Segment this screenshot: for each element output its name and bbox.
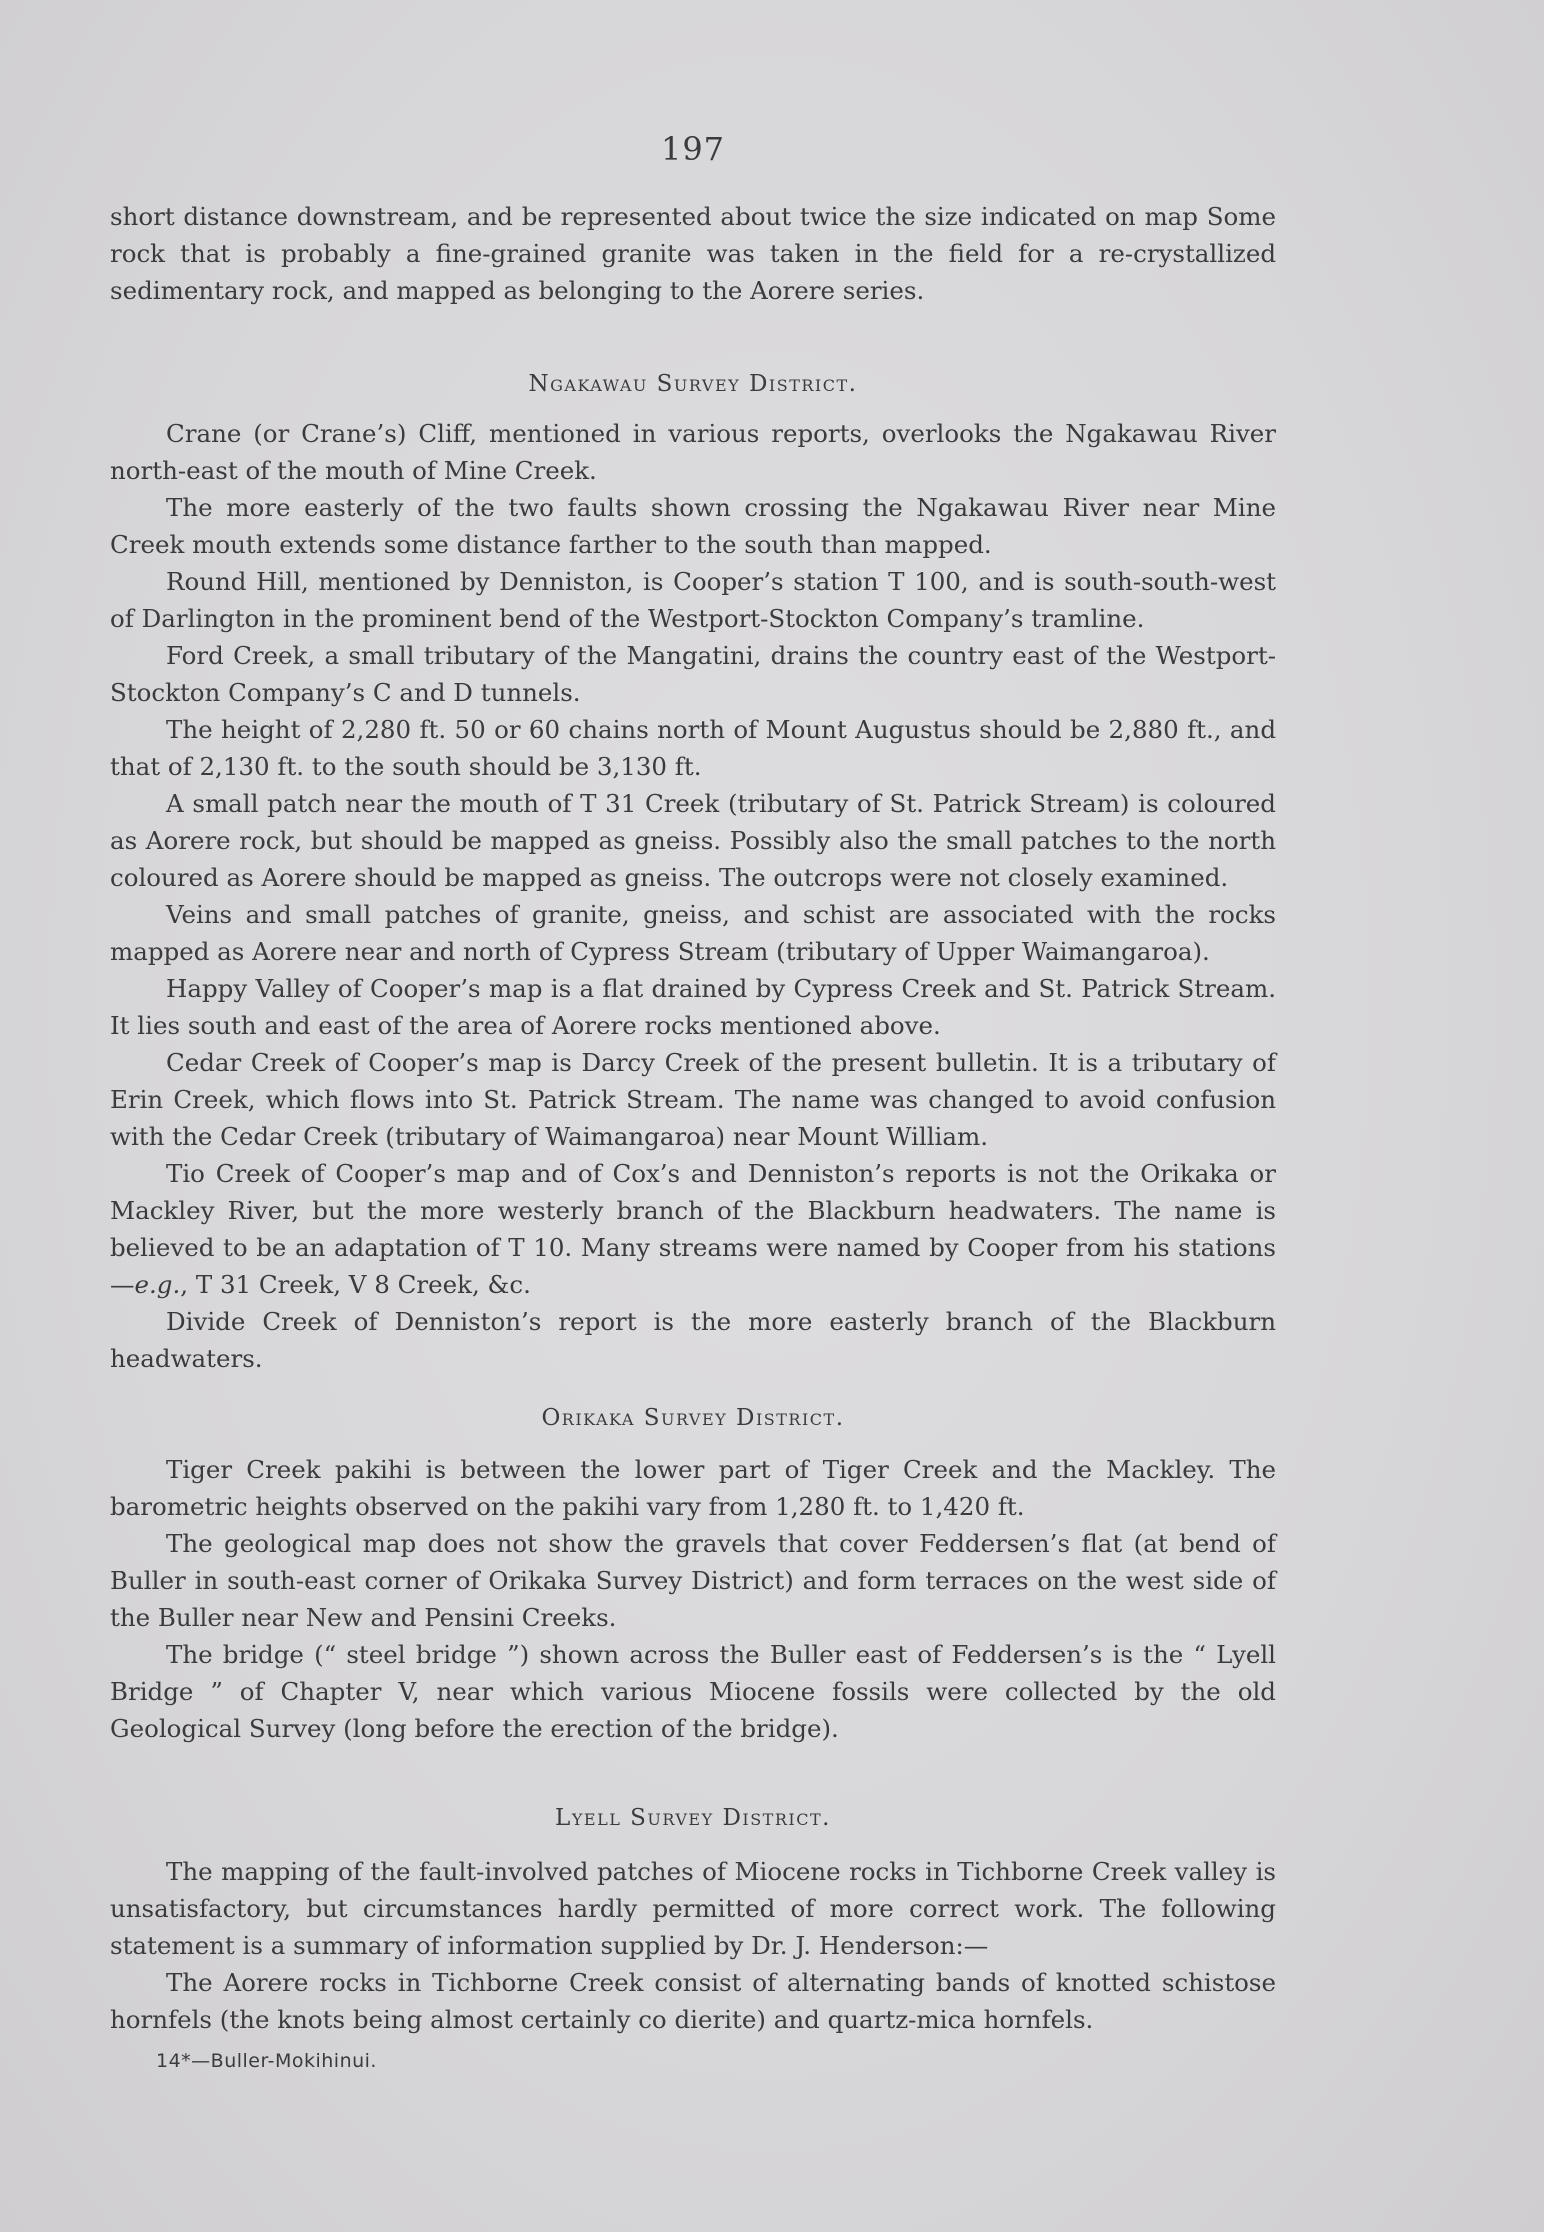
- heading-orikaka-survey-district: Orikaka Survey District.: [541, 1405, 845, 1431]
- heading-lyell-survey-district: Lyell Survey District.: [555, 1805, 831, 1831]
- paragraph-cedar-creek: Cedar Creek of Cooper’s map is Darcy Creek of the present bulletin. It is a tributary of Erin Creek, which flows into St. Patrick Stream. The name was changed to avoid confusion with the Cedar Creek (tributary of Waimangaroa) near Mount William.: [110, 1048, 1276, 1151]
- paragraph-divide-creek: Divide Creek of Denniston’s report is the more easterly branch of the Blackburn headwaters.: [110, 1307, 1276, 1373]
- paragraph-aorere-rocks: The Aorere rocks in Tichborne Creek consist of alternating bands of knotted schistose hornfels (the knots being almost certainly co dierite) and quartz-mica hornfels.: [110, 1968, 1276, 2034]
- heading-ngakawau-survey-district: Ngakawau Survey District.: [528, 371, 858, 397]
- intro-paragraph: short distance downstream, and be represented about twice the size indicated on map Some rock that is probably a fine-grained granite was taken in the field for a re-crystallized sedimentary rock, and mapped as belonging to the Aorere series.: [110, 202, 1276, 305]
- tio-eg: e.g.: [134, 1270, 181, 1299]
- paragraph-round-hill: Round Hill, mentioned by Denniston, is Cooper’s station T 100, and is south-south-west of Darlington in the prominent bend of the Westport-Stockton Company’s tramline.: [110, 567, 1276, 633]
- paragraph-height-correction: The height of 2,280 ft. 50 or 60 chains north of Mount Augustus should be 2,880 ft., and that of 2,130 ft. to the south should be 3,130 ft.: [110, 715, 1276, 781]
- document-page: [110, 130, 1276, 2072]
- tio-text-b: , T 31 Creek, V 8 Creek, &c.: [180, 1270, 531, 1299]
- paragraph-tichborne-mapping: The mapping of the fault-involved patches of Miocene rocks in Tichborne Creek valley is unsatisfactory, but circumstances hardly permitted of more correct work. The following statement is a summary of information supplied by Dr. J. Henderson:—: [110, 1857, 1276, 1960]
- footer-signature: 14*—Buller-Mokihinui.: [156, 2050, 377, 2072]
- paragraph-tiger-creek: Tiger Creek pakihi is between the lower part of Tiger Creek and the Mackley. The barometric heights observed on the pakihi vary from 1,280 ft. to 1,420 ft.: [110, 1455, 1276, 1521]
- tio-text-a: Tio Creek of Cooper’s map and of Cox’s and Denniston’s reports is not the Orikaka or Mackley River, but the more westerly branch of the Blackburn headwaters. The name is believed to be an adaptation of T 10. Many streams were named by Cooper from his stations—: [110, 1159, 1276, 1299]
- paragraph-veins: Veins and small patches of granite, gneiss, and schist are associated with the rocks mapped as Aorere near and north of Cypress Stream (tributary of Upper Waimangaroa).: [110, 900, 1276, 966]
- paragraph-t31-creek: A small patch near the mouth of T 31 Creek (tributary of St. Patrick Stream) is coloured as Aorere rock, but should be mapped as gneiss. Possibly also the small patches to the north coloured as Aorere should be mapped as gneiss. The outcrops were not closely examined.: [110, 789, 1276, 892]
- paragraph-tio-creek: [110, 1155, 1276, 1303]
- paragraph-bridge: The bridge (“ steel bridge ”) shown across the Buller east of Feddersen’s is the “ Lyell Bridge ” of Chapter V, near which various Miocene fossils were collected by the old Geological Survey (long before the erection of the bridge).: [110, 1640, 1276, 1743]
- paragraph-happy-valley: Happy Valley of Cooper’s map is a flat drained by Cypress Creek and St. Patrick Stream. It lies south and east of the area of Aorere rocks mentioned above.: [110, 974, 1276, 1040]
- paragraph-faults: The more easterly of the two faults shown crossing the Ngakawau River near Mine Creek mouth extends some distance farther to the south than mapped.: [110, 493, 1276, 559]
- paragraph-crane-cliff: Crane (or Crane’s) Cliff, mentioned in various reports, overlooks the Ngakawau River north-east of the mouth of Mine Creek.: [110, 419, 1276, 485]
- paragraph-ford-creek: Ford Creek, a small tributary of the Mangatini, drains the country east of the Westport-Stockton Company’s C and D tunnels.: [110, 641, 1276, 707]
- paragraph-geological-map: The geological map does not show the gravels that cover Feddersen’s flat (at bend of Buller in south-east corner of Orikaka Survey District) and form terraces on the west side of the Buller near New and Pensini Creeks.: [110, 1529, 1276, 1632]
- page-number: 197: [660, 130, 726, 168]
